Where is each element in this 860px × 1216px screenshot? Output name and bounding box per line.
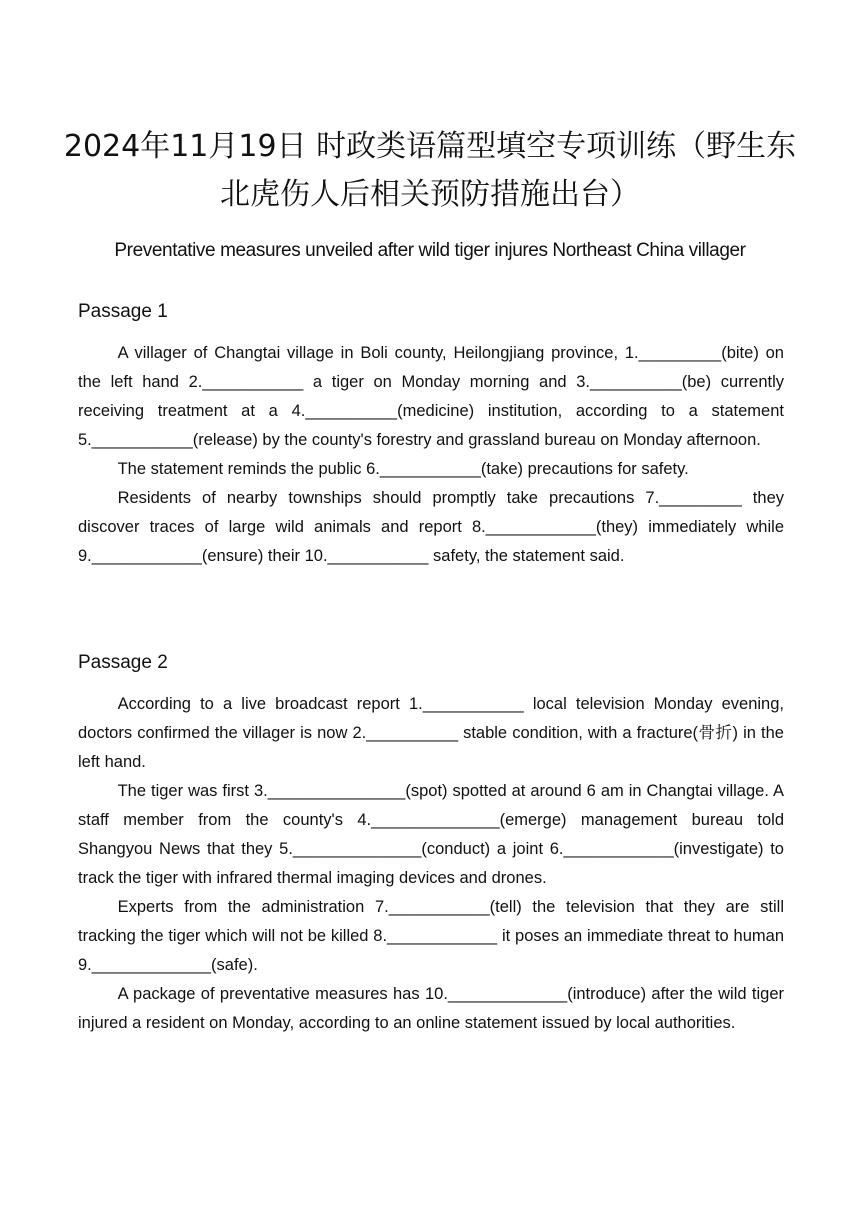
document-subtitle: Preventative measures unveiled after wild tiger injures Northeast China villager [114,240,746,261]
document-title: 2024年11月19日 时政类语篇型填空专项训练（野生东北虎伤人后相关预防措施出台） [63,129,797,212]
passage-1-paragraph: The statement reminds the public 6.___________(take) precautions for safety. [117,460,689,478]
passage-2-paragraph: A package of preventative measures has 10._____________(introduce) after the wild tiger injured a resident on Monday, according to an online statement issued by local authorities. [78,985,784,1032]
passage-1-paragraph: A villager of Changtai village in Boli county, Heilongjiang province, 1._________(bite) on the left hand 2.___________ a tiger on Monday morning and 3.__________(be) currently receiving treatment at a 4.__________(medicine) institution, according to a statement 5.___________(release) by the county's forestry and grassland bureau on Monday afternoon. [78,344,784,449]
passage-2-paragraph: The tiger was first 3._______________(spot) spotted at around 6 am in Changtai village. A staff member from the county's 4.______________(emerge) management bureau told Shangyou News that they 5.______________(conduct) a joint 6.____________(investigate) to track the tiger with infrared thermal imaging devices and drones. [78,782,784,887]
passage-2-paragraph: Experts from the administration 7.___________(tell) the television that they are still tracking the tiger which will not be killed 8.____________ it poses an immediate threat to human 9._____________(safe). [78,898,784,974]
passage-2-body [78,690,784,1038]
passage-1-heading: Passage 1 [78,301,168,322]
passage-2-paragraph: According to a live broadcast report 1.___________ local television Monday evening, doctors confirmed the villager is now 2.__________ stable condition, with a fracture(骨折) in the left hand. [78,695,784,771]
passage-1-paragraph: Residents of nearby townships should promptly take precautions 7._________ they discover traces of large wild animals and report 8.____________(they) immediately while 9.____________(ensure) their 10.___________ safety, the statement said. [78,489,784,565]
passage-2-heading: Passage 2 [78,652,168,673]
passage-1-body [78,339,784,571]
